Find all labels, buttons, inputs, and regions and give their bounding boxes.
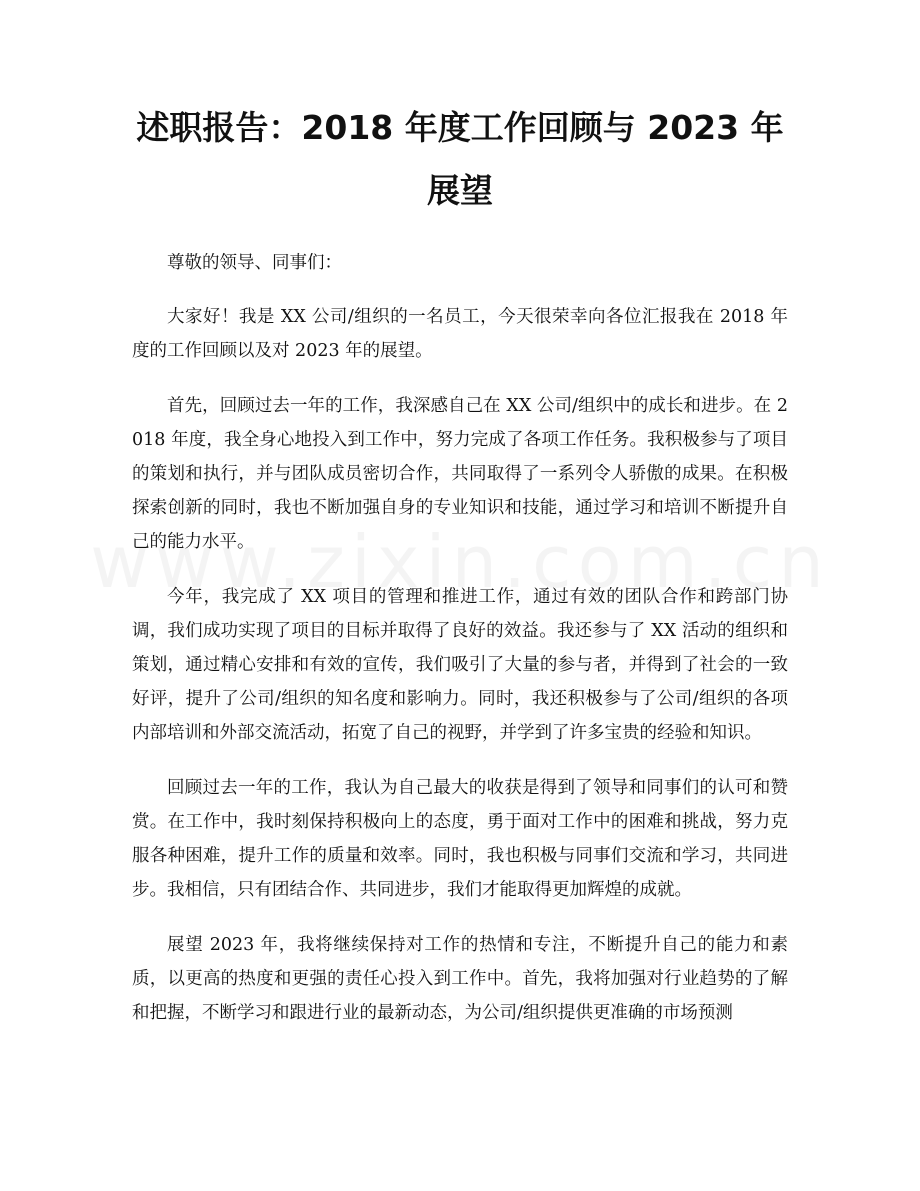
- document-body: [132, 246, 788, 1051]
- review-intro-paragraph: 首先，回顾过去一年的工作，我深感自己在 XX 公司/组织中的成长和进步。在 2018 年度，我全身心地投入到工作中，努力完成了各项工作任务。我积极参与了项目的策划和执行，并与团队成员密切合作，共同取得了一系列令人骄傲的成果。在积极探索创新的同时，我也不断加强自身的专业知识和技能，通过学习和培训不断提升自己的能力水平。: [132, 396, 788, 552]
- achievements-paragraph: 今年，我完成了 XX 项目的管理和推进工作，通过有效的团队合作和跨部门协调，我们成功实现了项目的目标并取得了良好的效益。我还参与了 XX 活动的组织和策划，通过精心安排和有效的宣传，我们吸引了大量的参与者，并得到了社会的一致好评，提升了公司/组织的知名度和影响力。同时，我还积极参与了公司/组织的各项内部培训和外部交流活动，拓宽了自己的视野，并学到了许多宝贵的经验和知识。: [132, 587, 788, 743]
- gains-paragraph: 回顾过去一年的工作，我认为自己最大的收获是得到了领导和同事们的认可和赞赏。在工作中，我时刻保持积极向上的态度，勇于面对工作中的困难和挑战，努力克服各种困难，提升工作的质量和效率。同时，我也积极与同事们交流和学习，共同进步。我相信，只有团结合作、共同进步，我们才能取得更加辉煌的成就。: [132, 778, 788, 900]
- salutation-paragraph: 尊敬的领导、同事们：: [167, 253, 342, 273]
- outlook-paragraph: 展望 2023 年，我将继续保持对工作的热情和专注，不断提升自己的能力和素质，以更高的热度和更强的责任心投入到工作中。首先，我将加强对行业趋势的了解和把握，不断学习和跟进行业的最新动态，为公司/组织提供更准确的市场预测: [132, 935, 788, 1023]
- greeting-paragraph: 大家好！我是 XX 公司/组织的一名员工，今天很荣幸向各位汇报我在 2018 年度的工作回顾以及对 2023 年的展望。: [132, 307, 788, 361]
- document-title: 述职报告：2018 年度工作回顾与 2023 年展望: [136, 108, 784, 210]
